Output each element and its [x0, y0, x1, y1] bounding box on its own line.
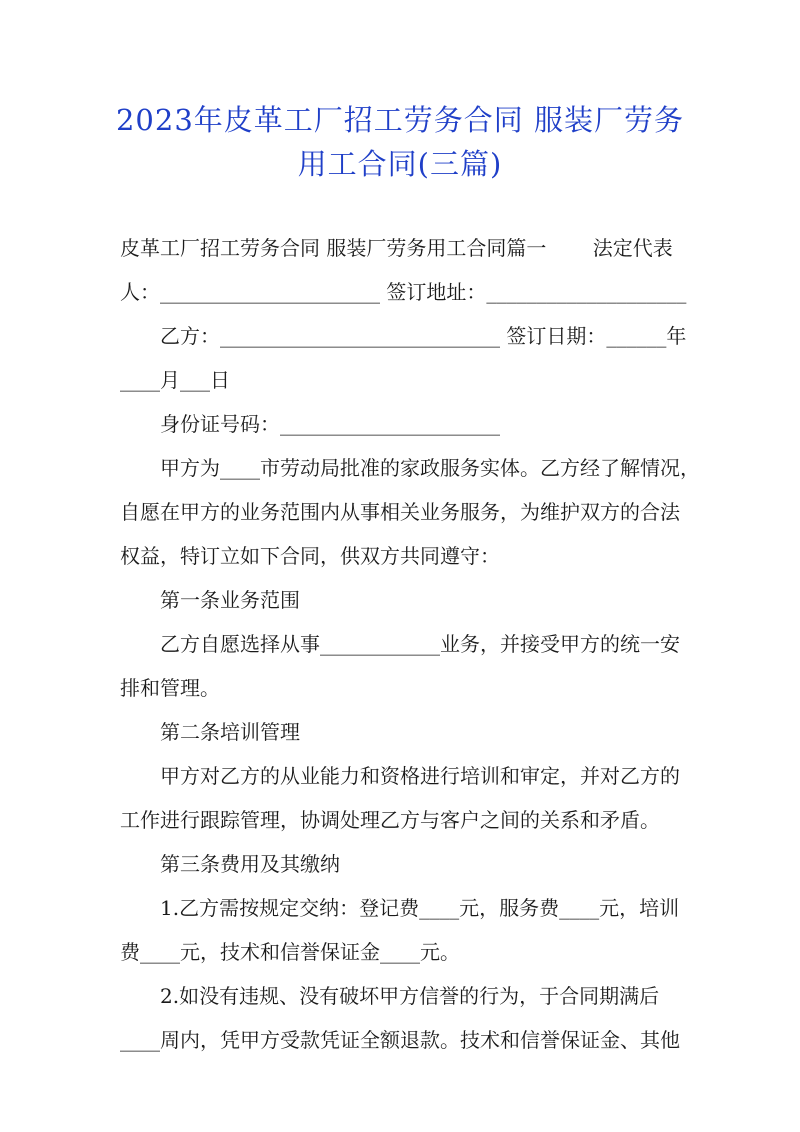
paragraph-line: 甲方对乙方的从业能力和资格进行培训和审定，并对乙方的 [120, 764, 680, 788]
paragraph-line: 乙方：____________________________ 签订日期：______年 [120, 324, 687, 348]
paragraph-line: ____周内，凭甲方受款凭证全额退款。技术和信誉保证金、其他 [120, 1028, 680, 1052]
paragraph [120, 622, 682, 710]
document-title [80, 98, 720, 186]
paragraph-line: 第二条培训管理 [120, 720, 300, 744]
paragraph [120, 842, 682, 886]
paragraph-line: 皮革工厂招工劳务合同 服装厂劳务用工合同篇一 法定代表 [120, 236, 673, 260]
paragraph [120, 314, 687, 402]
paragraph [120, 710, 682, 754]
paragraph-line: 工作进行跟踪管理，协调处理乙方与客户之间的关系和矛盾。 [120, 808, 660, 832]
paragraph [120, 226, 687, 314]
paragraph-line: 第一条业务范围 [120, 588, 300, 612]
title-line-2: 用工合同(三篇) [297, 147, 503, 181]
paragraph-line: 甲方为____市劳动局批准的家政服务实体。乙方经了解情况， [120, 456, 700, 480]
paragraph-line: 身份证号码：______________________ [120, 412, 500, 436]
paragraph [120, 578, 682, 622]
paragraph-line: 排和管理。 [120, 676, 220, 700]
paragraph [120, 886, 682, 974]
paragraph-line: 人：______________________ 签订地址：____________________ [120, 280, 687, 304]
paragraph [120, 974, 682, 1062]
document-body [120, 226, 700, 1062]
paragraph-line: 费____元，技术和信誉保证金____元。 [120, 940, 460, 964]
paragraph-line: 2.如没有违规、没有破坏甲方信誉的行为，于合同期满后 [120, 984, 660, 1008]
paragraph [120, 754, 682, 842]
paragraph-line: 乙方自愿选择从事____________业务，并接受甲方的统一安 [120, 632, 680, 656]
paragraph [120, 446, 700, 578]
paragraph-line: 自愿在甲方的业务范围内从事相关业务服务，为维护双方的合法 [120, 500, 680, 524]
paragraph-line: 1.乙方需按规定交纳：登记费____元，服务费____元，培训 [120, 896, 680, 920]
paragraph-line: 权益，特订立如下合同，供双方共同遵守： [120, 544, 500, 568]
paragraph-line: ____月___日 [120, 368, 230, 392]
paragraph [120, 402, 682, 446]
title-line-1: 2023年皮革工厂招工劳务合同 服装厂劳务 [115, 103, 685, 137]
paragraph-line: 第三条费用及其缴纳 [120, 852, 340, 876]
